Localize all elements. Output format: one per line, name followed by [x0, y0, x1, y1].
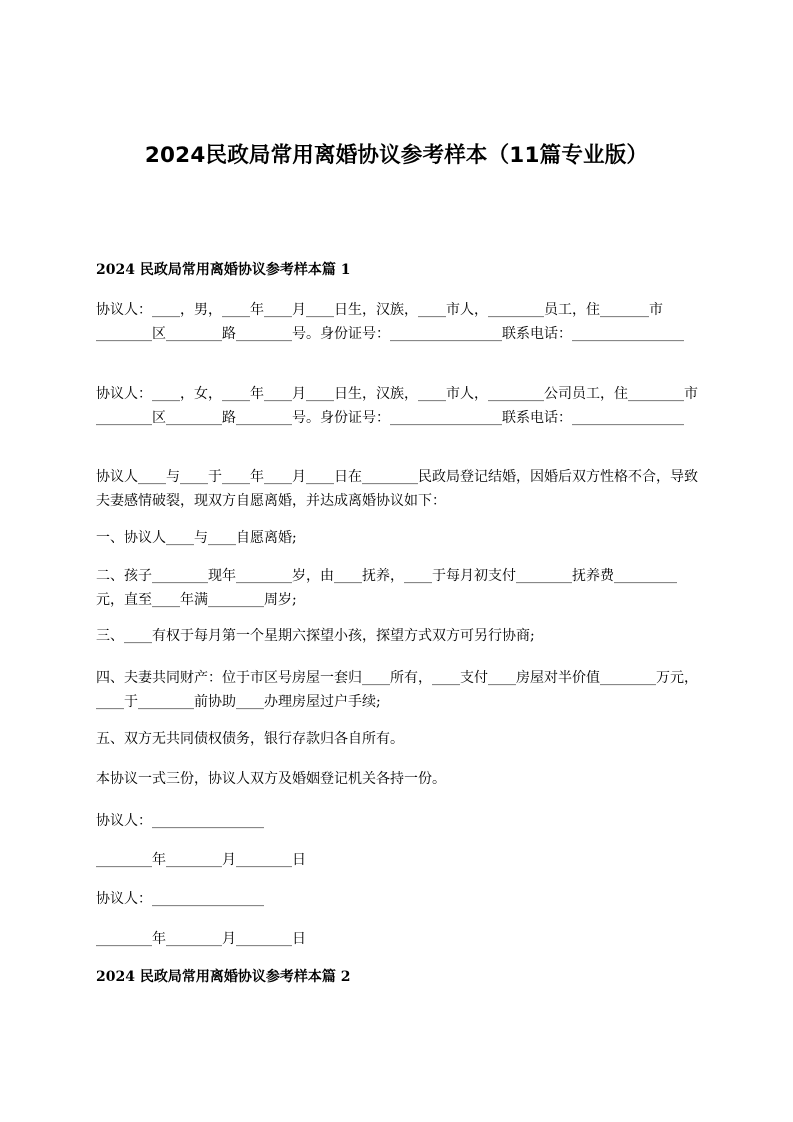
signature-party-2: 协议人：________________ [96, 891, 264, 907]
paragraph-clause-2: 二、孩子________现年________岁，由____抚养，____于每月初支付________抚养费_________元，直至____年满________周岁; [96, 568, 677, 608]
signature-date-1: ________年________月________日 [96, 852, 306, 868]
paragraph-party-female: 协议人：____，女，____年____月____日生，汉族，____市人，________公司员工，住________市________区________路________号。身份证号：________________联系电话：________________ [96, 386, 698, 426]
section-heading-1: 2024 民政局常用离婚协议参考样本篇 1 [96, 262, 351, 278]
signature-party-1: 协议人：________________ [96, 813, 264, 829]
paragraph-clause-1: 一、协议人____与____自愿离婚; [96, 530, 297, 546]
signature-date-2: ________年________月________日 [96, 931, 306, 947]
paragraph-party-male: 协议人：____，男，____年____月____日生，汉族，____市人，________员工，住_______市________区________路________号。身份证号：________________联系电话：________________ [96, 302, 684, 342]
paragraph-clause-5: 五、双方无共同债权债务，银行存款归各自所有。 [96, 731, 404, 747]
section-heading-2: 2024 民政局常用离婚协议参考样本篇 2 [96, 969, 351, 985]
paragraph-copies: 本协议一式三份，协议人双方及婚姻登记机关各持一份。 [96, 771, 446, 787]
paragraph-clause-3: 三、____有权于每月第一个星期六探望小孩，探望方式双方可另行协商; [96, 628, 535, 644]
document-title: 2024民政局常用离婚协议参考样本（11篇专业版） [144, 143, 649, 168]
paragraph-clause-4: 四、夫妻共同财产：位于市区号房屋一套归____所有，____支付____房屋对半价值________万元，____于________前协助____办理房屋过户手续; [96, 670, 698, 710]
paragraph-marriage-statement: 协议人____与____于____年____月____日在________民政局登记结婚，因婚后双方性格不合，导致夫妻感情破裂，现双方自愿离婚，并达成离婚协议如下： [96, 469, 698, 509]
